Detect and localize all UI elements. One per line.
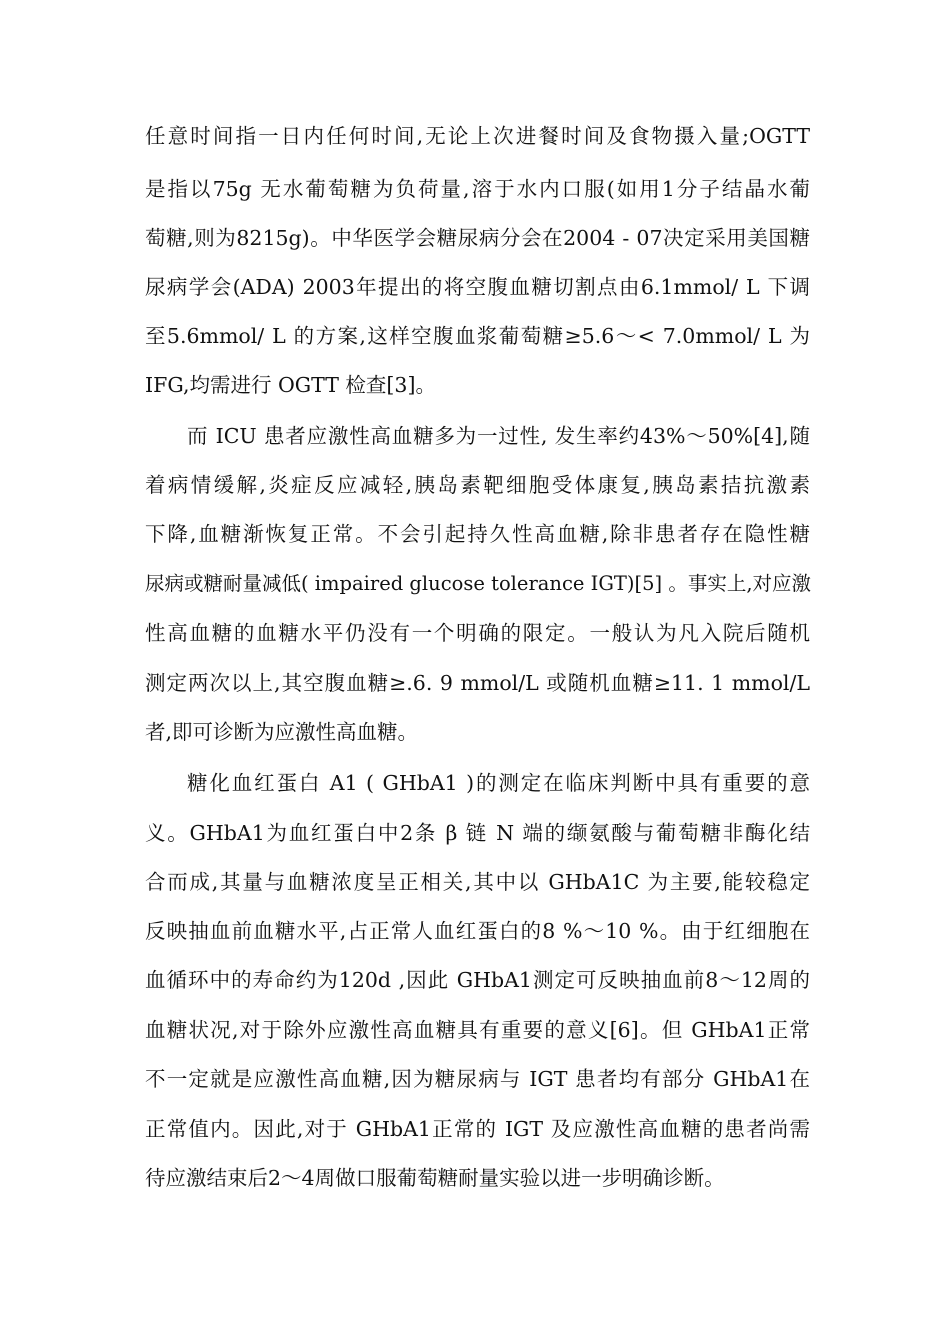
paragraph-2-line-3: 下降,血糖渐恢复正常。不会引起持久性高血糖,除非患者存在隐性糖 xyxy=(145,522,810,546)
paragraph-3-line-5: 血循环中的寿命约为120d ,因此 GHbA1测定可反映抽血前8～12周的 xyxy=(145,968,810,992)
paragraph-3-line-3: 合而成,其量与血糖浓度呈正相关,其中以 GHbA1C 为主要,能较稳定 xyxy=(145,870,810,894)
paragraph-1-line-6: IFG,均需进行 OGTT 检查[3]。 xyxy=(145,373,436,397)
paragraph-3-line-6: 血糖状况,对于除外应激性高血糖具有重要的意义[6]。但 GHbA1正常 xyxy=(145,1018,810,1042)
paragraph-1-line-4: 尿病学会(ADA) 2003年提出的将空腹血糖切割点由6.1mmol/ L 下调 xyxy=(145,275,810,299)
paragraph-1-line-2: 是指以75g 无水葡萄糖为负荷量,溶于水内口服(如用1分子结晶水葡 xyxy=(145,177,810,201)
paragraph-1-line-5: 至5.6mmol/ L 的方案,这样空腹血浆葡萄糖≥5.6～< 7.0mmol/ L 为 xyxy=(145,324,810,348)
paragraph-3-line-2: 义。GHbA1为血红蛋白中2条 β 链 N 端的缬氨酸与葡萄糖非酶化结 xyxy=(145,821,810,845)
paragraph-2-line-5: 性高血糖的血糖水平仍没有一个明确的限定。一般认为凡入院后随机 xyxy=(145,621,810,645)
paragraph-2-line-7: 者,即可诊断为应激性高血糖。 xyxy=(145,720,419,744)
paragraph-3-line-4: 反映抽血前血糖水平,占正常人血红蛋白的8 %～10 %。由于红细胞在 xyxy=(145,919,810,943)
paragraph-3-line-7: 不一定就是应激性高血糖,因为糖尿病与 IGT 患者均有部分 GHbA1在 xyxy=(145,1067,810,1091)
paragraph-2-line-2: 着病情缓解,炎症反应减轻,胰岛素靶细胞受体康复,胰岛素拮抗激素 xyxy=(145,473,810,497)
paragraph-2-line-1: 而 ICU 患者应激性高血糖多为一过性, 发生率约43%～50%[4],随 xyxy=(187,424,810,448)
paragraph-2-line-4: 尿病或糖耐量减低( impaired glucose tolerance IGT)[5] 。事实上,对应激 xyxy=(145,572,812,595)
paragraph-1-line-3: 萄糖,则为8215g)。中华医学会糖尿病分会在2004 - 07决定采用美国糖 xyxy=(145,226,810,250)
paragraph-3-line-8: 正常值内。因此,对于 GHbA1正常的 IGT 及应激性高血糖的患者尚需 xyxy=(145,1117,810,1141)
paragraph-1-line-1: 任意时间指一日内任何时间,无论上次进餐时间及食物摄入量;OGTT xyxy=(145,124,810,148)
paragraph-3-line-1: 糖化血红蛋白 A1 ( GHbA1 )的测定在临床判断中具有重要的意 xyxy=(187,771,810,795)
paragraph-3-line-9: 待应激结束后2～4周做口服葡萄糖耐量实验以进一步明确诊断。 xyxy=(145,1166,725,1190)
paragraph-2-line-6: 测定两次以上,其空腹血糖≥.6. 9 mmol/L 或随机血糖≥11. 1 mmol/L xyxy=(145,671,810,695)
